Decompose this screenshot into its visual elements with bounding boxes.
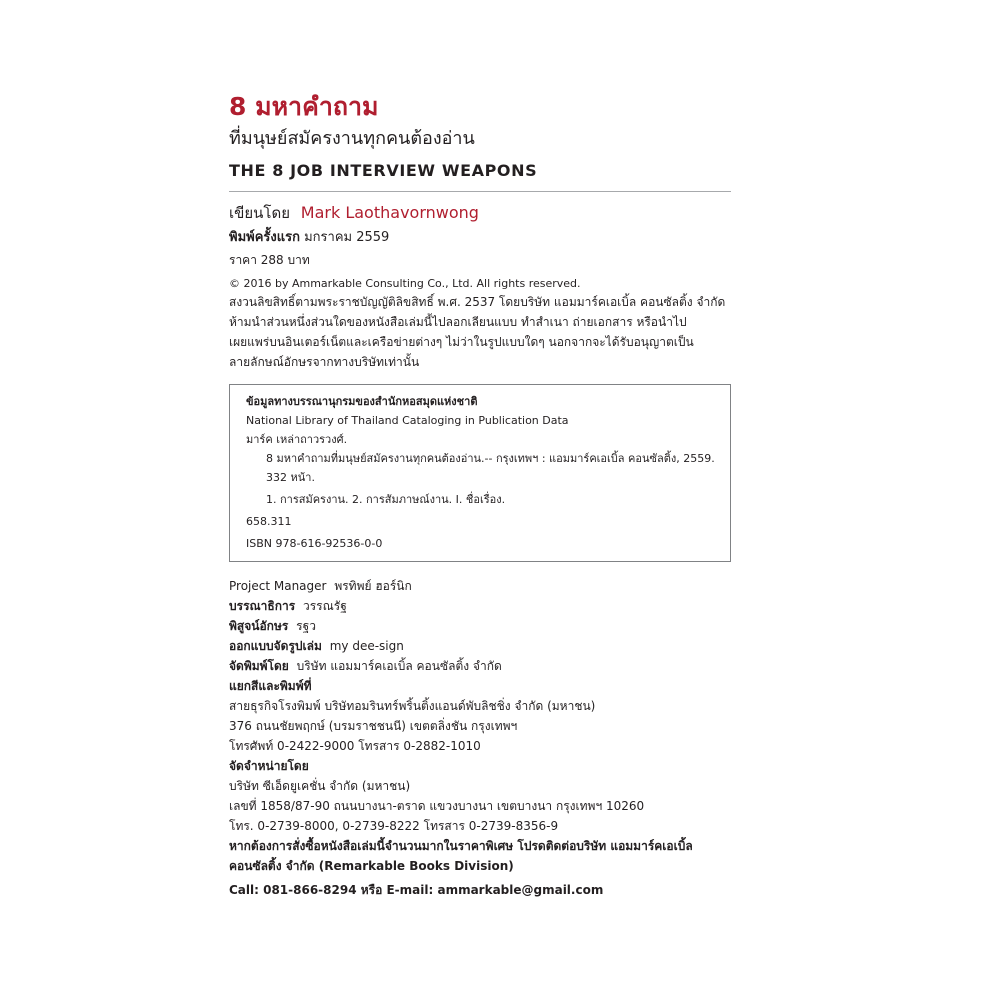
cip-classification: 658.311 — [246, 515, 292, 528]
editor-label: บรรณาธิการ — [229, 599, 296, 613]
cip-subjects: 1. การสมัครงาน. 2. การสัมภาษณ์งาน. I. ชื่อเรื่อง. — [266, 493, 506, 506]
cip-isbn: ISBN 978-616-92536-0-0 — [246, 537, 383, 550]
printing-line: สายธุรกิจโรงพิมพ์ บริษัทอมรินทร์พริ้นติ้งแอนด์พับลิชชิ่ง จำกัด (มหาชน) — [229, 699, 596, 713]
cip-heading-th: ข้อมูลทางบรรณานุกรมของสำนักหอสมุดแห่งชาติ — [246, 395, 478, 408]
copyright-page — [229, 92, 731, 900]
project-manager-label: Project Manager — [229, 579, 327, 593]
contact-line: หากต้องการสั่งซื้อหนังสือเล่มนี้จำนวนมากในราคาพิเศษ โปรดติดต่อบริษัท แอมมาร์คเอเบิ้ล — [229, 839, 693, 853]
book-title: 8 มหาคำถาม — [229, 92, 379, 121]
rights-line: เผยแพร่บนอินเตอร์เน็ตและเครือข่ายต่างๆ ไม่ว่าในรูปแบบใดๆ นอกจากจะได้รับอนุญาตเป็น — [229, 335, 694, 349]
project-manager-value: พรทิพย์ ฮอร์นิก — [334, 579, 412, 593]
printing-line: 376 ถนนชัยพฤกษ์ (บรมราชชนนี) เขตตลิ่งชัน กรุงเทพฯ — [229, 719, 518, 733]
editor-line — [229, 596, 731, 616]
editor-value: วรรณรัฐ — [302, 599, 347, 613]
distribution-label: จัดจำหน่ายโดย — [229, 759, 309, 773]
book-subtitle: ที่มนุษย์สมัครงานทุกคนต้องอ่าน — [229, 128, 475, 149]
rights-line: สงวนลิขสิทธิ์ตามพระราชบัญญัติลิขสิทธิ์ พ.ศ. 2537 โดยบริษัท แอมมาร์คเอเบิ้ล คอนซัลติ้ง จำกัด — [229, 295, 726, 309]
copyright-notice: © 2016 by Ammarkable Consulting Co., Ltd. All rights reserved. — [229, 277, 581, 290]
rights-line: ลายลักษณ์อักษรจากทางบริษัทเท่านั้น — [229, 355, 420, 369]
publisher-label: จัดพิมพ์โดย — [229, 659, 289, 673]
price: ราคา 288 บาท — [229, 253, 310, 267]
proofreader-value: รฐว — [296, 619, 316, 633]
first-print-line — [229, 228, 731, 248]
rights-statement — [229, 292, 731, 372]
cip-pages: 332 หน้า. — [266, 471, 315, 484]
publisher-value: บริษัท แอมมาร์คเอเบิ้ล คอนซัลติ้ง จำกัด — [296, 659, 502, 673]
distribution-line: เลขที่ 1858/87-90 ถนนบางนา-ตราด แขวงบางนา เขตบางนา กรุงเทพฯ 10260 — [229, 799, 645, 813]
printing-line: โทรศัพท์ 0-2422-9000 โทรสาร 0-2882-1010 — [229, 739, 481, 753]
project-manager-line — [229, 576, 731, 596]
distribution-line: โทร. 0-2739-8000, 0-2739-8222 โทรสาร 0-2739-8356-9 — [229, 819, 559, 833]
cip-title: 8 มหาคำถามที่มนุษย์สมัครงานทุกคนต้องอ่าน.-- กรุงเทพฯ : แอมมาร์คเอเบิ้ล คอนซัลติ้ง, 2559. — [266, 452, 715, 465]
publisher-line — [229, 656, 731, 676]
cip-author: มาร์ค เหล่าถาวรวงศ์. — [246, 433, 348, 446]
distribution-line: บริษัท ซีเอ็ดยูเคชั่น จำกัด (มหาชน) — [229, 779, 411, 793]
title-divider — [229, 191, 731, 192]
designer-label: ออกแบบจัดรูปเล่ม — [229, 639, 322, 653]
author-name: Mark Laothavornwong — [300, 203, 479, 222]
author-line — [229, 202, 731, 224]
rights-line: ห้ามนำส่วนหนึ่งส่วนใดของหนังสือเล่มนี้ไปลอกเลียนแบบ ทำสำเนา ถ่ายเอกสาร หรือนำไป — [229, 315, 687, 329]
cip-heading-en: National Library of Thailand Cataloging in Publication Data — [246, 414, 569, 427]
proofreader-line — [229, 616, 731, 636]
first-print-label: พิมพ์ครั้งแรก — [229, 230, 300, 245]
proofreader-label: พิสูจน์อักษร — [229, 619, 289, 633]
author-label: เขียนโดย — [229, 204, 291, 222]
cip-box — [229, 384, 731, 562]
book-english-title: THE 8 JOB INTERVIEW WEAPONS — [229, 161, 538, 180]
designer-line — [229, 636, 731, 656]
first-print-value: มกราคม 2559 — [304, 230, 390, 245]
printing-label: แยกสีและพิมพ์ที่ — [229, 679, 312, 693]
bulk-order-contact — [229, 836, 731, 900]
designer-value: my dee-sign — [329, 639, 404, 653]
credits-section — [229, 576, 731, 836]
contact-line: คอนซัลติ้ง จำกัด (Remarkable Books Division) — [229, 859, 514, 873]
contact-phone-email: Call: 081-866-8294 หรือ E-mail: ammarkable@gmail.com — [229, 883, 604, 897]
